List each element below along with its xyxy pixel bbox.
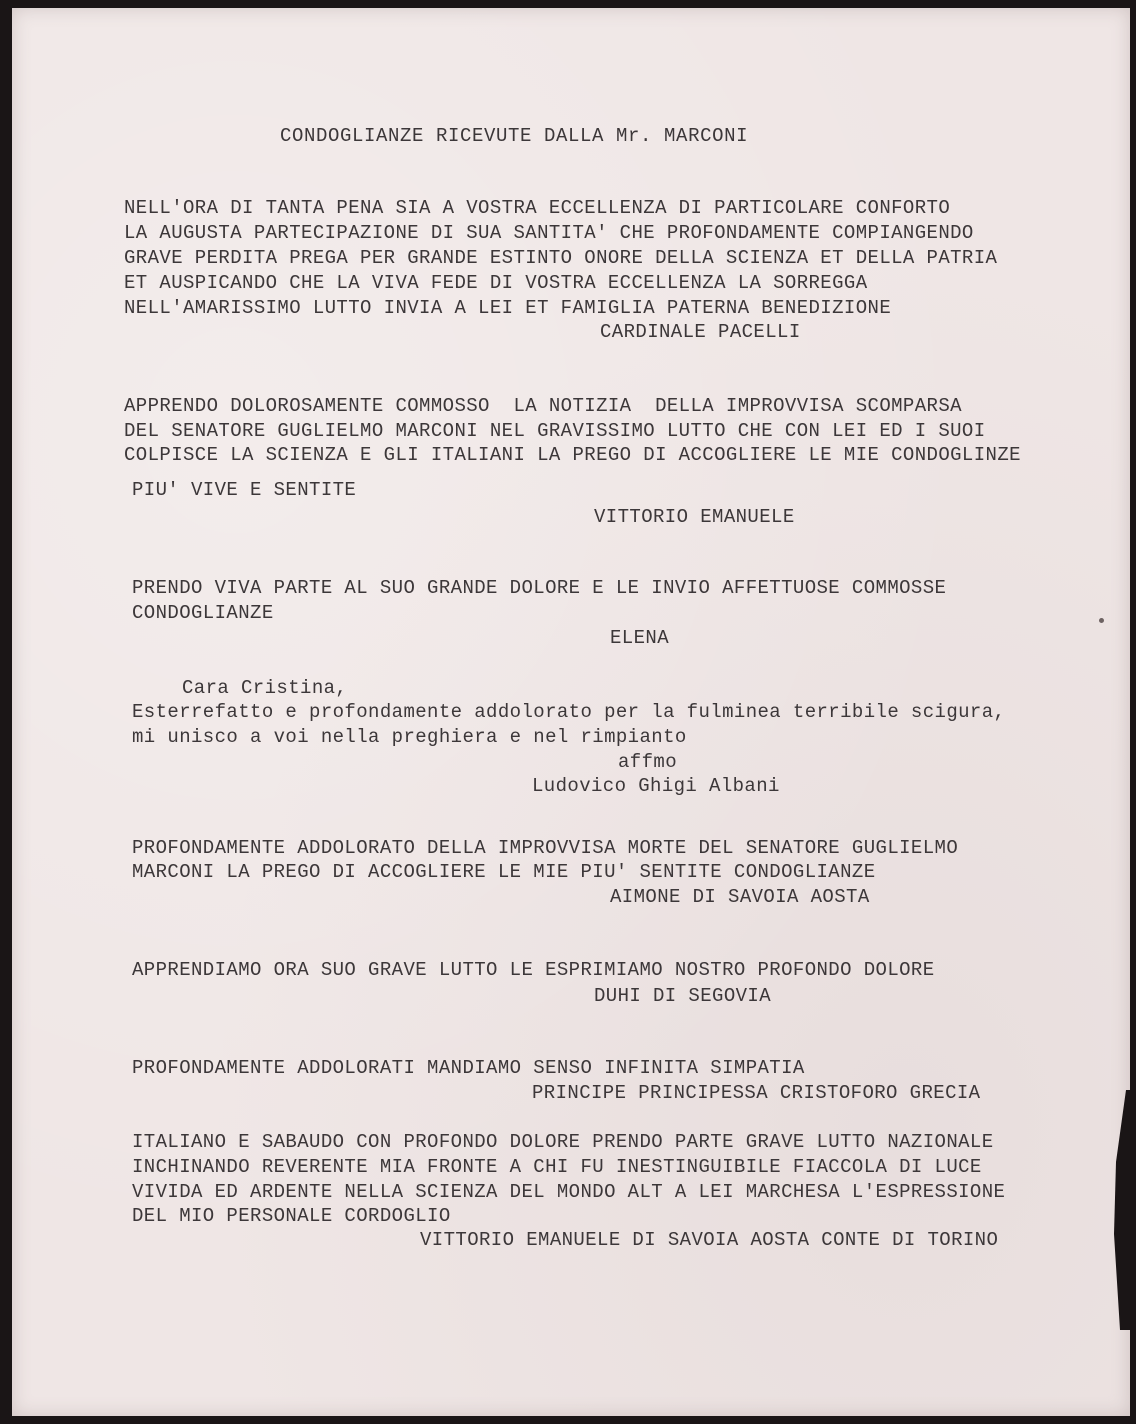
message-signature: Ludovico Ghigi Albani [532, 775, 780, 797]
message-signature: VITTORIO EMANUELE DI SAVOIA AOSTA CONTE DI TORINO [420, 1229, 999, 1251]
message-line: ITALIANO E SABAUDO CON PROFONDO DOLORE PRENDO PARTE GRAVE LUTTO NAZIONALE [132, 1131, 994, 1153]
message-line: NELL'AMARISSIMO LUTTO INVIA A LEI ET FAMIGLIA PATERNA BENEDIZIONE [124, 297, 892, 319]
message-line: INCHINANDO REVERENTE MIA FRONTE A CHI FU INESTINGUIBILE FIACCOLA DI LUCE [132, 1156, 982, 1178]
message-line: NELL'ORA DI TANTA PENA SIA A VOSTRA ECCELLENZA DI PARTICOLARE CONFORTO [124, 197, 951, 219]
message-salutation: Cara Cristina, [182, 677, 348, 699]
message-signature: DUHI DI SEGOVIA [594, 985, 772, 1007]
document-page [12, 8, 1130, 1416]
message-line: PROFONDAMENTE ADDOLORATI MANDIAMO SENSO INFINITA SIMPATIA [132, 1057, 805, 1079]
message-line: PIU' VIVE E SENTITE [132, 479, 357, 501]
message-line: PROFONDAMENTE ADDOLORATO DELLA IMPROVVISA MORTE DEL SENATORE GUGLIELMO [132, 837, 959, 859]
message-line: DEL SENATORE GUGLIELMO MARCONI NEL GRAVISSIMO LUTTO CHE CON LEI ED I SUOI [124, 420, 986, 442]
message-signature: CARDINALE PACELLI [600, 321, 801, 343]
message-signature: PRINCIPE PRINCIPESSA CRISTOFORO GRECIA [532, 1082, 981, 1104]
message-line: PRENDO VIVA PARTE AL SUO GRANDE DOLORE E LE INVIO AFFETTUOSE COMMOSSE [132, 577, 947, 599]
message-signature: ELENA [610, 627, 670, 649]
message-line: MARCONI LA PREGO DI ACCOGLIERE LE MIE PIU' SENTITE CONDOGLIANZE [132, 861, 876, 883]
message-line: LA AUGUSTA PARTECIPAZIONE DI SUA SANTITA' CHE PROFONDAMENTE COMPIANGENDO [124, 222, 974, 244]
message-line: DEL MIO PERSONALE CORDOGLIO [132, 1205, 451, 1227]
message-signature: VITTORIO EMANUELE [594, 506, 795, 528]
message-line: CONDOGLIANZE [132, 602, 274, 624]
paper-speck [1099, 618, 1104, 623]
message-line: VIVIDA ED ARDENTE NELLA SCIENZA DEL MONDO ALT A LEI MARCHESA L'ESPRESSIONE [132, 1181, 1006, 1203]
message-line: mi unisco a voi nella preghiera e nel rimpianto [132, 726, 687, 748]
message-line: APPRENDIAMO ORA SUO GRAVE LUTTO LE ESPRIMIAMO NOSTRO PROFONDO DOLORE [132, 959, 935, 981]
message-line: APPRENDO DOLOROSAMENTE COMMOSSO LA NOTIZIA DELLA IMPROVVISA SCOMPARSA [124, 395, 962, 417]
message-closing: affmo [618, 751, 678, 773]
message-line: ET AUSPICANDO CHE LA VIVA FEDE DI VOSTRA ECCELLENZA LA SORREGGA [124, 272, 868, 294]
page-title: CONDOGLIANZE RICEVUTE DALLA Mr. MARCONI [280, 125, 749, 147]
message-line: COLPISCE LA SCIENZA E GLI ITALIANI LA PREGO DI ACCOGLIERE LE MIE CONDOGLINZE [124, 444, 1021, 466]
message-signature: AIMONE DI SAVOIA AOSTA [610, 886, 870, 908]
message-line: GRAVE PERDITA PREGA PER GRANDE ESTINTO ONORE DELLA SCIENZA ET DELLA PATRIA [124, 247, 998, 269]
message-line: Esterrefatto e profondamente addolorato per la fulminea terribile scigura, [132, 701, 1006, 723]
